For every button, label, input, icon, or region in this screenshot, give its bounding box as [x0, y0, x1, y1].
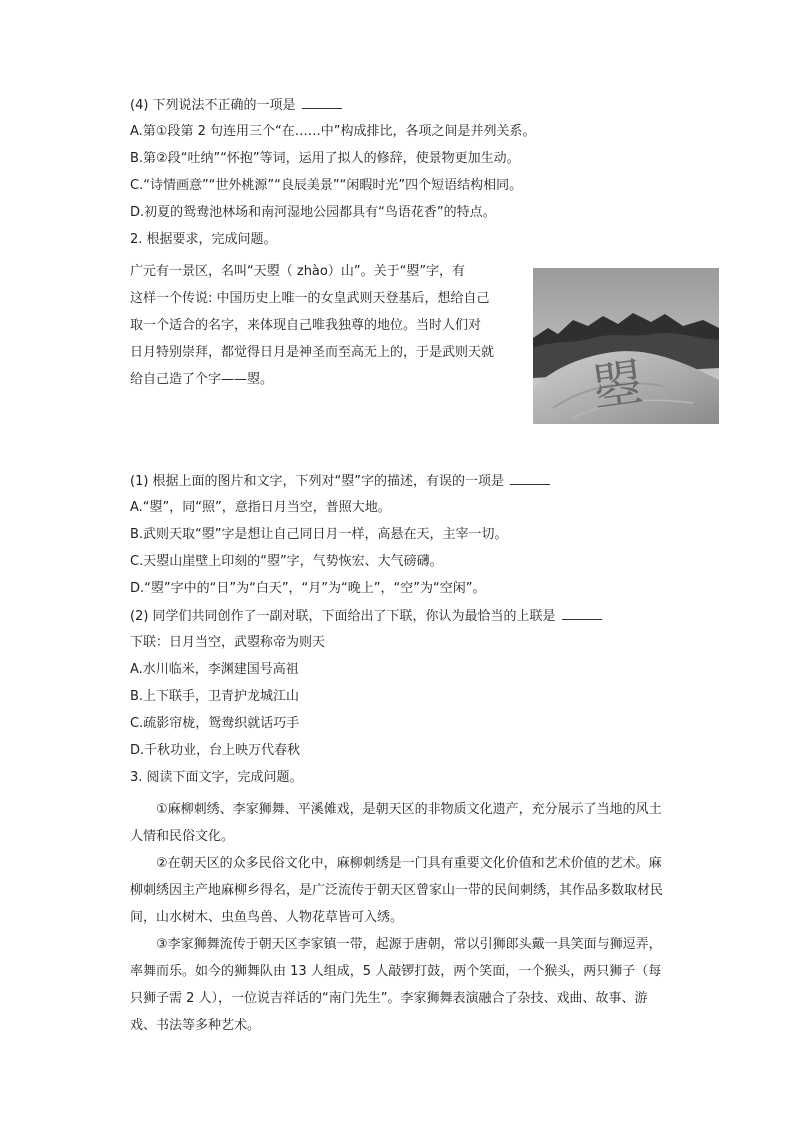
document-page — [130, 96, 670, 1039]
q4-option-b: B.第②段“吐纳”“怀抱”等词，运用了拟人的修辞，使景物更加生动。 — [130, 151, 520, 166]
q2-sub1-option-d: D.“曌”字中的“日”为“白天”，“月”为“晚上”，“空”为“空闲”。 — [130, 581, 486, 596]
photo-illustration — [533, 268, 719, 424]
answer-blank[interactable] — [510, 472, 550, 485]
q2-passage-line: 广元有一景区，名叫“天曌（ zhào）山”。关于“曌”字，有 — [130, 264, 466, 279]
q2-passage-line: 给自己造了个字——曌。 — [130, 372, 274, 387]
q2-sub2-option-d: D.千秋功业，台上映万代春秋 — [130, 743, 301, 758]
q4-option-a: A.第①段第 2 句连用三个“在……中”构成排比，各项之间是并列关系。 — [130, 124, 536, 139]
carved-character: 曌 — [588, 353, 647, 418]
tianzhao-mountain-photo — [533, 268, 719, 424]
q4-option-c: C.“诗情画意”“世外桃源”“良辰美景”“闲暇时光”四个短语结构相同。 — [130, 178, 523, 193]
spacer — [130, 420, 670, 472]
q2-sub2-option-b: B.上下联手，卫青护龙城江山 — [130, 689, 300, 704]
q4-stem-text: (4) 下列说法不正确的一项是 — [130, 98, 296, 113]
q2-heading: 2. 根据要求，完成问题。 — [130, 232, 277, 247]
q2-passage — [130, 258, 510, 393]
q2-sub1-option-b: B.武则天取“曌”字是想让自己同日月一样，高悬在天，主宰一切。 — [130, 527, 508, 542]
q2-sub1-stem-text: (1) 根据上面的图片和文字，下列对“曌”字的描述，有误的一项是 — [130, 474, 505, 489]
q2-passage-line: 取一个适合的名字，来体现自己唯我独尊的地位。当时人们对 — [130, 318, 482, 333]
q3-paragraph-1: ①麻柳刺绣、李家狮舞、平溪傩戏，是朝天区的非物质文化遗产，充分展示了当地的风土人情和民俗文化。 — [130, 802, 662, 844]
answer-blank[interactable] — [302, 96, 342, 109]
q2-sub2-option-a: A.水川临米，李渊建国号高祖 — [130, 662, 299, 677]
q2-passage-line: 日月特别崇拜，都觉得日月是神圣而至高无上的，于是武则天就 — [130, 345, 495, 360]
q3-paragraph-3: ③李家狮舞流传于朝天区李家镇一带，起源于唐朝，常以引狮郎头戴一具笑面与狮逗弄，率舞而乐。如今的狮舞队由 13 人组成，5 人敲锣打鼓，两个笑面，一个猴头，两只狮子（每只狮子需 2 人），一位说吉祥话的“南门先生”。李家狮舞表演融合了杂技、戏曲、故事、游戏、书法等多种艺术。 — [130, 937, 662, 1033]
q2-passage-line: 这样一个传说: 中国历史上唯一的女皇武则天登基后，想给自己 — [130, 291, 490, 306]
q2-passage-block — [130, 258, 670, 420]
q2-sub1-option-a: A.“曌”，同“照”，意指日月当空，普照大地。 — [130, 500, 391, 515]
answer-blank[interactable] — [562, 607, 602, 620]
q2-couplet: 下联：日月当空，武曌称帝为则天 — [130, 635, 326, 650]
q2-sub1-stem — [130, 472, 670, 499]
q2-sub1-option-c: C.天曌山崖壁上印刻的“曌”字，气势恢宏、大气磅礴。 — [130, 554, 443, 569]
q2-sub2-stem-text: (2) 同学们共同创作了一副对联，下面给出了下联，你认为最恰当的上联是 — [130, 609, 556, 624]
q3-heading: 3. 阅读下面文字，完成问题。 — [130, 770, 303, 785]
q4-option-d: D.初夏的鸳鸯池林场和南河湿地公园都具有“鸟语花香”的特点。 — [130, 205, 496, 220]
q4-stem — [130, 96, 670, 123]
q2-sub2-option-c: C.疏影帘栊，鸳鸯织就话巧手 — [130, 716, 300, 731]
q3-paragraph-2: ②在朝天区的众多民俗文化中，麻柳刺绣是一门具有重要文化价值和艺术价值的艺术。麻柳刺绣因主产地麻柳乡得名，是广泛流传于朝天区曾家山一带的民间刺绣，其作品多数取材民间，山水树木、虫鱼鸟兽、人物花草皆可入绣。 — [130, 856, 664, 925]
q2-sub2-stem — [130, 607, 670, 634]
